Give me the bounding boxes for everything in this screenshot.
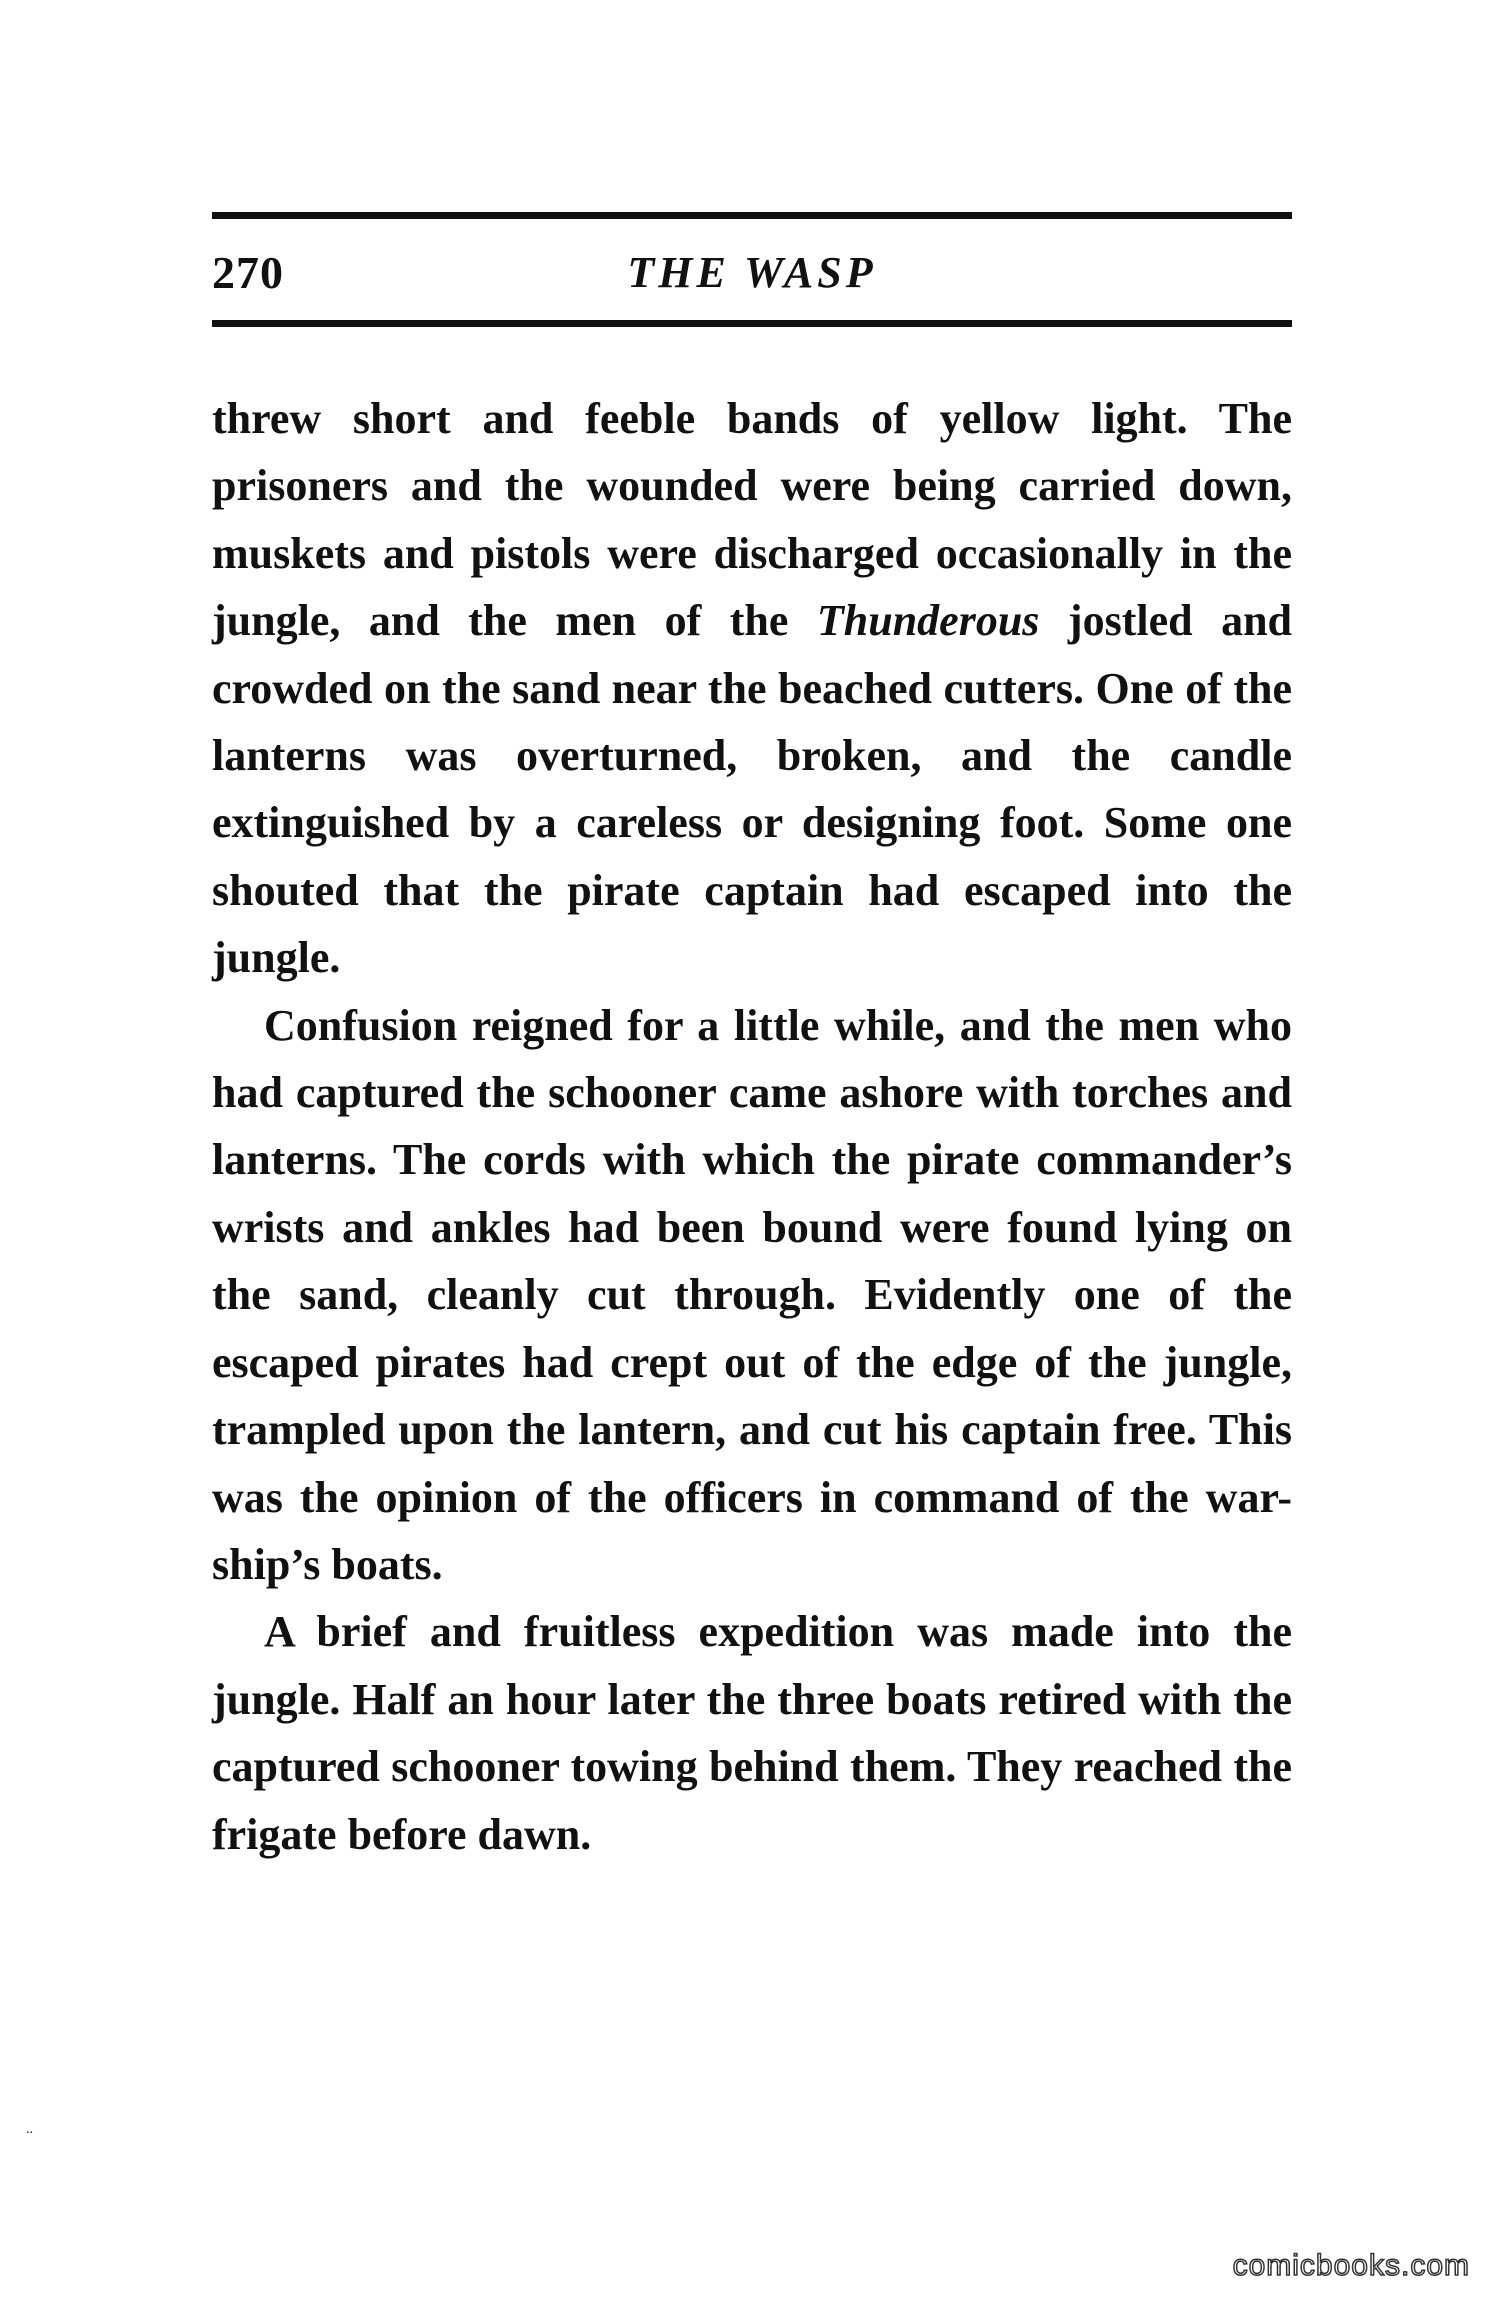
- paragraph-3-text: A brief and fruitless expedition was made into the jungle. Half an hour later the three boats retired with the captured schooner towing behind them. They reached the frigate before dawn.: [212, 1607, 1292, 1859]
- paragraph-2: [212, 992, 1292, 1599]
- running-title: THE WASP: [627, 248, 877, 297]
- page-number: 270: [212, 247, 284, 298]
- header-top-rule: [212, 212, 1292, 219]
- running-head: [212, 238, 1292, 308]
- paragraph-1-text-a: threw short and feeble bands of yellow light. The prisoners and the wounded were being carried down, muskets and pistols were discharged occasionally in the jungle, and the men of the: [212, 394, 1292, 646]
- paragraph-1-text-b: jostled and crowded on the sand near the beached cutters. One of the lanterns was overturned, broken, and the candle extinguished by a careless or designing foot. Some one shouted that the pirate captain had escaped into the jungle.: [212, 596, 1293, 983]
- header-bottom-rule: [212, 320, 1292, 327]
- watermark: comicbooks.com: [1232, 2249, 1470, 2282]
- ship-name-italic: Thunderous: [816, 596, 1040, 646]
- print-speck: ..: [26, 2122, 33, 2137]
- paragraph-2-text: Confusion reigned for a little while, and the men who had captured the schooner came ashore with torches and lanterns. The cords with which the pirate commander’s wrists and ankles had been bound were found lying on the sand, cleanly cut through. Evidently one of the escaped pirates had crept out of the edge of the jungle, trampled upon the lantern, and cut his captain free. This was the opinion of the officers in command of the war-ship’s boats.: [212, 1000, 1292, 1589]
- paragraph-1: [212, 385, 1292, 992]
- paragraph-3: [212, 1598, 1292, 1868]
- body-text: [212, 385, 1292, 1868]
